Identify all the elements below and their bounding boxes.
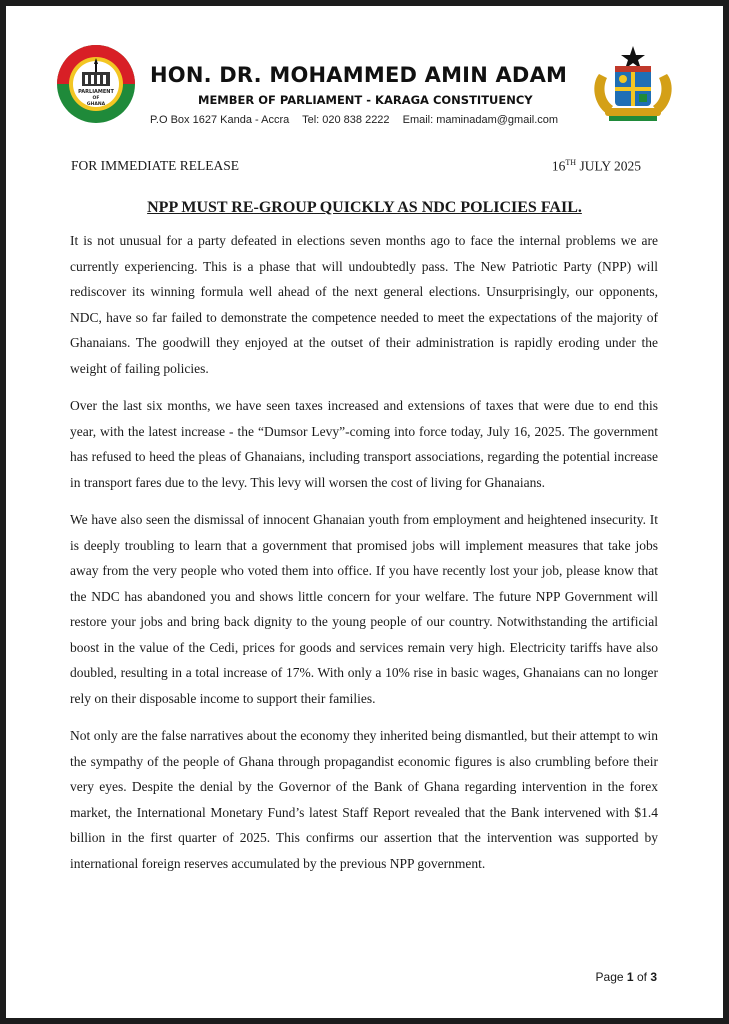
paragraph: It is not unusual for a party defeated in elections seven months ago to face the internal problems we are currently experiencing. This is a phase that will undoubtedly pass. The New Patriotic Party (NPP) will rediscover its winning formula well ahead of the next general elections. Unsurprisingly, our opponents, NDC, have so far failed to demonstrate the competence needed to meet the expectations of the majority of Ghanaians. The goodwill they enjoyed at the outset of their administration is rapidly eroding under the weight of failing policies. — [70, 233, 658, 376]
page-number: Page 1 of 3 — [595, 970, 657, 984]
po-box: P.O Box 1627 Kanda - Accra — [150, 114, 290, 126]
body-text — [70, 228, 658, 888]
parliament-seal-icon — [56, 44, 136, 124]
telephone: Tel: 020 838 2222 — [302, 114, 390, 126]
paragraph: We have also seen the dismissal of innocent Ghanaian youth from employment and heightened insecurity. It is deeply troubling to learn that a government that promised jobs will implement measures that take jobs away from the very people who voted them into office. If you have recently lost your job, please know that the NDC has abandoned you and shows little concern for your welfare. The future NPP Government will restore your jobs and bring back dignity to the young people of our country. Notwithstanding the artificial boost in the value of the Cedi, prices for goods and services remain very high. Electricity tariffs have also doubled, resulting in a total increase of 17%. With only a 10% rise in basic wages, Ghanaians can no longer rely on their disposable income to support their families. — [70, 512, 658, 706]
contact-line — [150, 114, 568, 126]
paragraph: Not only are the false narratives about the economy they inherited being dismantled, but their attempt to win the sympathy of the people of Ghana through propagandist economic figures is also crumbling before their very eyes. Despite the denial by the Governor of the Bank of Ghana regarding intervention in the forex market, the International Monetary Fund’s latest Staff Report revealed that the Bank intervened with $1.4 billion in the first quarter of 2025. This confirms our assertion that the intervention was supported by international foreign reserves accumulated by the previous NPP government. — [70, 728, 658, 871]
coat-of-arms-icon — [589, 44, 677, 122]
headline: NPP MUST RE-GROUP QUICKLY AS NDC POLICIES FAIL. — [147, 199, 582, 216]
mp-name: HON. DR. MOHAMMED AMIN ADAM — [150, 63, 568, 87]
document-page — [6, 6, 723, 1018]
release-date: 16TH JULY 2025 — [551, 158, 641, 174]
svg-text:OF: OF — [92, 96, 100, 101]
release-label: FOR IMMEDIATE RELEASE — [71, 158, 239, 173]
svg-text:GHANA: GHANA — [86, 102, 106, 107]
email: Email: maminadam@gmail.com — [402, 114, 559, 126]
seal-text: PARLIAMENT — [78, 89, 114, 95]
paragraph: Over the last six months, we have seen taxes increased and extensions of taxes that were due to end this year, with the latest increase - the “Dumsor Levy”-coming into force today, July 16, 2025. The government has refused to heed the pleas of Ghanaians, including transport associations, regarding the potential increase in transport fares due to the levy. This levy will worsen the cost of living for Ghanaians. — [70, 398, 658, 490]
mp-role: MEMBER OF PARLIAMENT - KARAGA CONSTITUENCY — [198, 93, 533, 107]
